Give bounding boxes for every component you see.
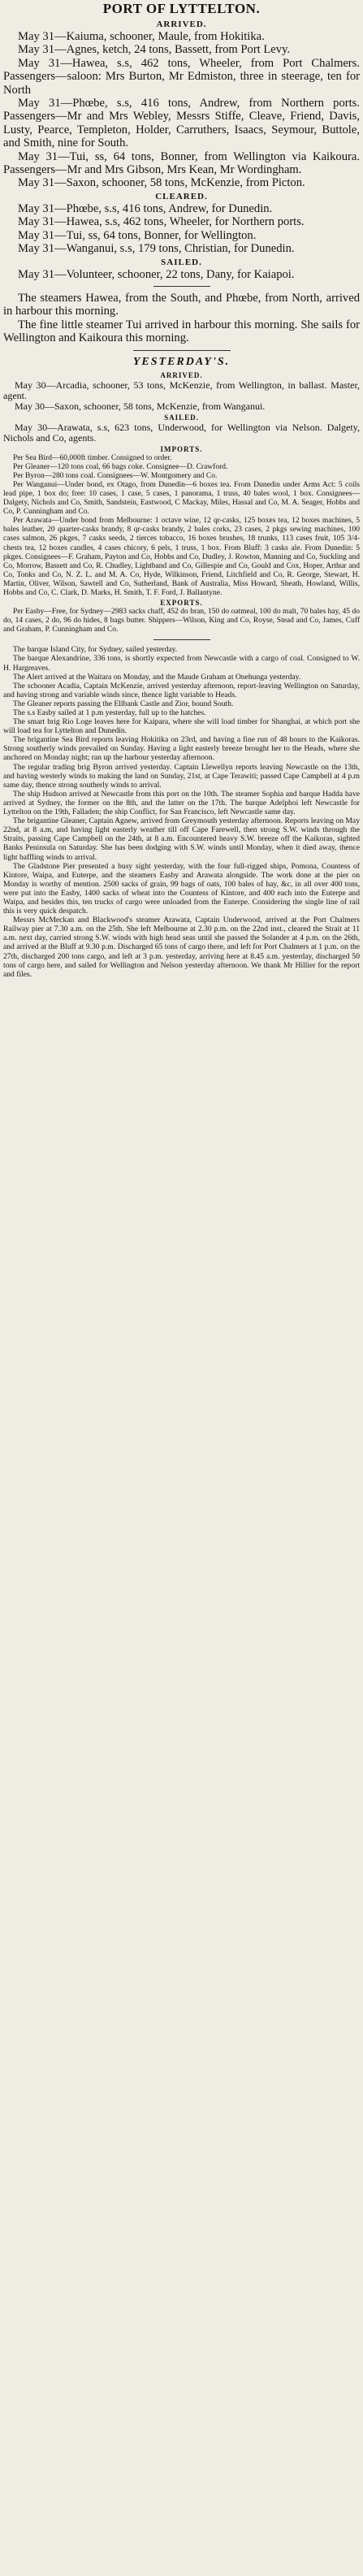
y-sailed-item: May 30—Arawata, s.s, 623 tons, Underwood, for Wellington via Nelson. Dalgety, Nichols and Co, agents. (3, 421, 360, 444)
news-paragraph: Messrs McMeckan and Blackwood's steamer Arawata, Captain Underwood, arrived at the Port Chalmers Railway pier at 7.30 a.m. on the 25th. She left Melbourne at 2.30 p.m. on the 22nd inst., cleared the Strait at 11 a.m. next day, carried strong S.W. winds with high head seas until she passed the Solander at 4 p.m. on the 26th, and arrived at the Bluff at 9.30 p.m. Discharged 65 tons of cargo there, and left for Port Chalmers at 1 p.m. on the 27th, discharged 200 tons cargo, and left at 3 p.m. yesterday, arriving here at 8.45 a.m. yesterday, discharged 50 tons of cargo here, and sailed for Wellington and Nelson yesterday afternoon. We thank Mr Hillier for the report and files. (3, 916, 360, 979)
heading-y-arrived: ARRIVED. (160, 370, 203, 379)
import-item: Per Arawata—Under bond from Melbourne: 1 octave wine, 12 qr-casks, 125 boxes tea, 12 boxes machines, 5 bales leather, 20 quarter-casks brandy, 8 qr-casks brandy, 2 bales corks, 23 cases, 2 pkgs sewing machines, 100 cases salmon, 26 pkges, 7 casks seeds, 2 tierces tobacco, 16 boxes brushes, 18 trunks, 113 cases fruit, 105 3/4-chests tea, 12 boxes candles, 4 cases chicory, 6 pels, 1 truss, 1 box. From Bluff: 3 casks ale. From Dunedin: 5 pkges. Consignees—F. Graham, Payton and Co, Hobbs and Co, Dudley, J. Rowton, Manning and Co, Suckling and Co, Morrow, Bassett and Co, R. Chudley, Lightband and Co, Gillespie and Co, Gould and Cox, Hoper, Arthur and Co, Tonks and Co, N. Z. L. and M. A. Co, Hyde, Wilkinson, Friend, Litchfield and Co, R. George, Stewart, H. Martin, Oliver, Wilson, Sawtell and Co, Sutherland, Bank of Australia, Miss Howard, Sheath, Howland, Willis, Hobbs and Co, C. Clark, D. Marks, H. Smith, T. F. Ford, J. Ballantyne. (3, 517, 360, 597)
port-arrived-list (3, 30, 360, 190)
export-item: Per Easby—Free, for Sydney—2983 sacks chaff, 452 do bran, 150 do oatmeal, 100 do malt, 70 bales hay, 45 do do, 14 cases, 2 do, 96 do hides, 8 bags butter. Shippers—Wilson, King and Co, Royse, Stead and Co, James, Cuff and Graham, P. Cunningham and Co. (3, 608, 360, 634)
news-paragraph: The smart brig Rio Loge leaves here for Kaipara, where she will load timber for Shanghai, at which port she will load tea for Lyttelton and Dunedin. (3, 717, 360, 736)
port-note: The fine little steamer Tui arrived in harbour this morning. She sails for Wellington and Kaikoura this morning. (3, 318, 360, 345)
yesterday-title: YESTERDAY'S. (132, 355, 231, 368)
port-sailed-item: May 31—Volunteer, schooner, 22 tons, Dany, for Kaiapoi. (18, 267, 295, 281)
divider (133, 350, 231, 351)
port-title: PORT OF LYTTELTON. (102, 1, 261, 16)
port-cleared-item: May 31—Phœbe, s.s, 416 tons, Andrew, for Dunedin. (18, 201, 273, 215)
import-item: Per Gleaner—120 tons coal, 66 bags coke. Consignee—D. Crawford. (13, 462, 228, 471)
news-paragraph: The s.s Easby sailed at 1 p.m yesterday, full up to the hatches. (13, 708, 206, 717)
heading-exports: EXPORTS. (160, 599, 203, 608)
port-notes (3, 292, 360, 345)
news-paragraph: The Alert arrived at the Waitara on Monday, and the Maude Graham at Onehunga yesterday. (13, 672, 301, 682)
import-item: Per Sea Bird—60,000ft timber. Consigned to order. (13, 453, 172, 462)
heading-cleared: CLEARED. (155, 191, 208, 201)
news-paragraph: The schooner Acadia, Captain McKenzie, arrived yesterday afternoon, report-leaving Wellington on Saturday, and having strong and variable winds since, thence light variable to Heads. (3, 681, 360, 699)
port-arrived-item: May 31—Hawea, s.s, 462 tons, Wheeler, from Port Chalmers. Passengers—saloon: Mrs Burton, Mr Edmiston, three in steerage, ten for North (3, 56, 360, 97)
news-paragraph: The brigantine Gleaner, Captain Agnew, arrived from Greymouth yesterday afternoon. Reports leaving on May 22nd, at 8 a.m, and having light easterly weather till off Cape Farewell, then strong S.W. winds through the Straits, passing Cape Campbell on the 24th, at 8 a.m. Encountered heavy S.W. breeze off the Kaikoras, sighted Banks Peninsula on Saturday. She has been dodging with S.W. winds until Monday, when it died away, thence light baffling winds to arrival. (3, 816, 360, 862)
port-cleared-item: May 31—Wanganui, s.s, 179 tons, Christian, for Dunedin. (18, 242, 295, 256)
port-arrived-item: May 31—Tui, ss, 64 tons, Bonner, from Wellington via Kaikoura. Passengers—Mr and Mrs Gibson, Mrs Kean, Mr Wordingham. (3, 149, 360, 177)
news-paragraph: The ship Hudson arrived at Newcastle from this port on the 10th. The steamer Sophia and barque Hadda have arrived at Sydney, the former on the 8th, and the latter on the 17th. The barque Adelphoi left Newcastle for Lyttelton on the 19th, Falladen; the ship Conflict, for San Francisco, left Newcastle same day. (3, 789, 360, 817)
divider (153, 639, 210, 640)
heading-y-sailed: SAILED. (164, 413, 199, 422)
port-cleared-list (3, 202, 360, 256)
port-arrived-item: May 31—Saxon, schooner, 58 tons, McKenzie, from Picton. (18, 176, 305, 190)
port-arrived-item: May 31—Kaiuma, schooner, Maule, from Hokitika. (18, 30, 265, 43)
news-paragraph: The Gleaner reports passing the Ellbank Castle and Zior, bound South. (13, 699, 234, 708)
heading-imports: IMPORTS. (160, 444, 203, 453)
port-sailed-list (3, 268, 360, 281)
news-paragraph: The brigantine Sea Bird reports leaving Hokitika on 23rd, and having a fine run of 48 hours to the Kaikoras. Strong southerly winds prevailed on Sunday. Having a light easterly breeze brought her to the Heads, where she anchored on Monday night; ran up the harbour yesterday afternoon. (3, 735, 360, 763)
port-arrived-item: May 31—Agnes, ketch, 24 tons, Bassett, from Port Levy. (18, 43, 291, 57)
heading-sailed: SAILED. (161, 257, 202, 267)
port-note: The steamers Hawea, from the South, and Phœbe, from North, arrived in harbour this morning. (3, 291, 360, 318)
y-arrived-item: May 30—Arcadia, schooner, 53 tons, McKenzie, from Wellington, in ballast. Master, agent. (3, 379, 360, 401)
port-cleared-item: May 31—Tui, ss, 64 tons, Bonner, for Wellington. (18, 228, 257, 242)
port-arrived-item: May 31—Phœbe, s.s, 416 tons, Andrew, from Northern ports. Passengers—Mr and Mrs Webley, Messrs Stiffe, Cleave, Friend, Davis, Lusty, Pearce, Templeton, Holder, Carruthers, Isaacs, Seymour, Buttole, and Smith, nine for South. (3, 97, 360, 150)
news-paragraph: The barque Alexandrine, 336 tons, is shortly expected from Newcastle with a cargo of coal. Consigned to W. H. Hargreaves. (3, 654, 360, 673)
y-arrived-item: May 30—Saxon, schooner, 58 tons, McKenzie, from Wanganui. (15, 400, 266, 413)
shipping-news (3, 645, 360, 978)
newspaper-column (3, 0, 360, 979)
import-item: Per Wanganui—Under bond, ex Otago, from Dunedin—6 boxes tea. From Dunedin under Arms Act: 5 coils lead pipe, 1 box do; free: 10 cases, 1 case, 5 cases, 1 panorama, 1 truss, 40 bales wool, 1 box. Consignees—Dalgety, Nichols and Co, Smith, Sandstein, Eastwood, C Mackay, Miles, Hassal and Co, M. A. Seager, Hobbs and Co, P. Cunningham and Co. (3, 480, 360, 517)
heading-arrived: ARRIVED. (156, 19, 207, 29)
news-paragraph: The barque Island City, for Sydney, sailed yesterday. (13, 645, 178, 655)
news-paragraph: The Gladstone Pier presented a busy sight yesterday, with the four full-rigged ships, Pomona, Countess of Kintore, Waipa, and Euterpe, and the steamers Easby and Arawata alongside. The work done at the pier on Monday is worthy of mention. 2500 sacks of grain, 99 bags of oats, 100 bales of hay, &c, in all over 400 tons, were put into the Easby, 1400 sacks of wheat into the Countess of Kintore, and 400 each into the Euterpe and Waipa, and besides this, ten trucks of cargo were unloaded from the Euterpe. Considering the single line of rail this is very quick despatch. (3, 861, 360, 916)
divider (153, 286, 210, 287)
import-item: Per Byron—280 tons coal. Consignees—W. Montgomery and Co. (13, 471, 218, 480)
port-cleared-item: May 31—Hawea, s.s, 462 tons, Wheeler, for Northern ports. (18, 215, 305, 229)
news-paragraph: The regular trading brig Byron arrived yesterday. Captain Llewellyn reports leaving Newcastle on the 13th, and having westerly winds to making the land on Sunday, 21st, at Cape Terawiti; passed Cape Campbell at 4 p.m same day, thence strong southerly winds to arrival. (3, 762, 360, 790)
